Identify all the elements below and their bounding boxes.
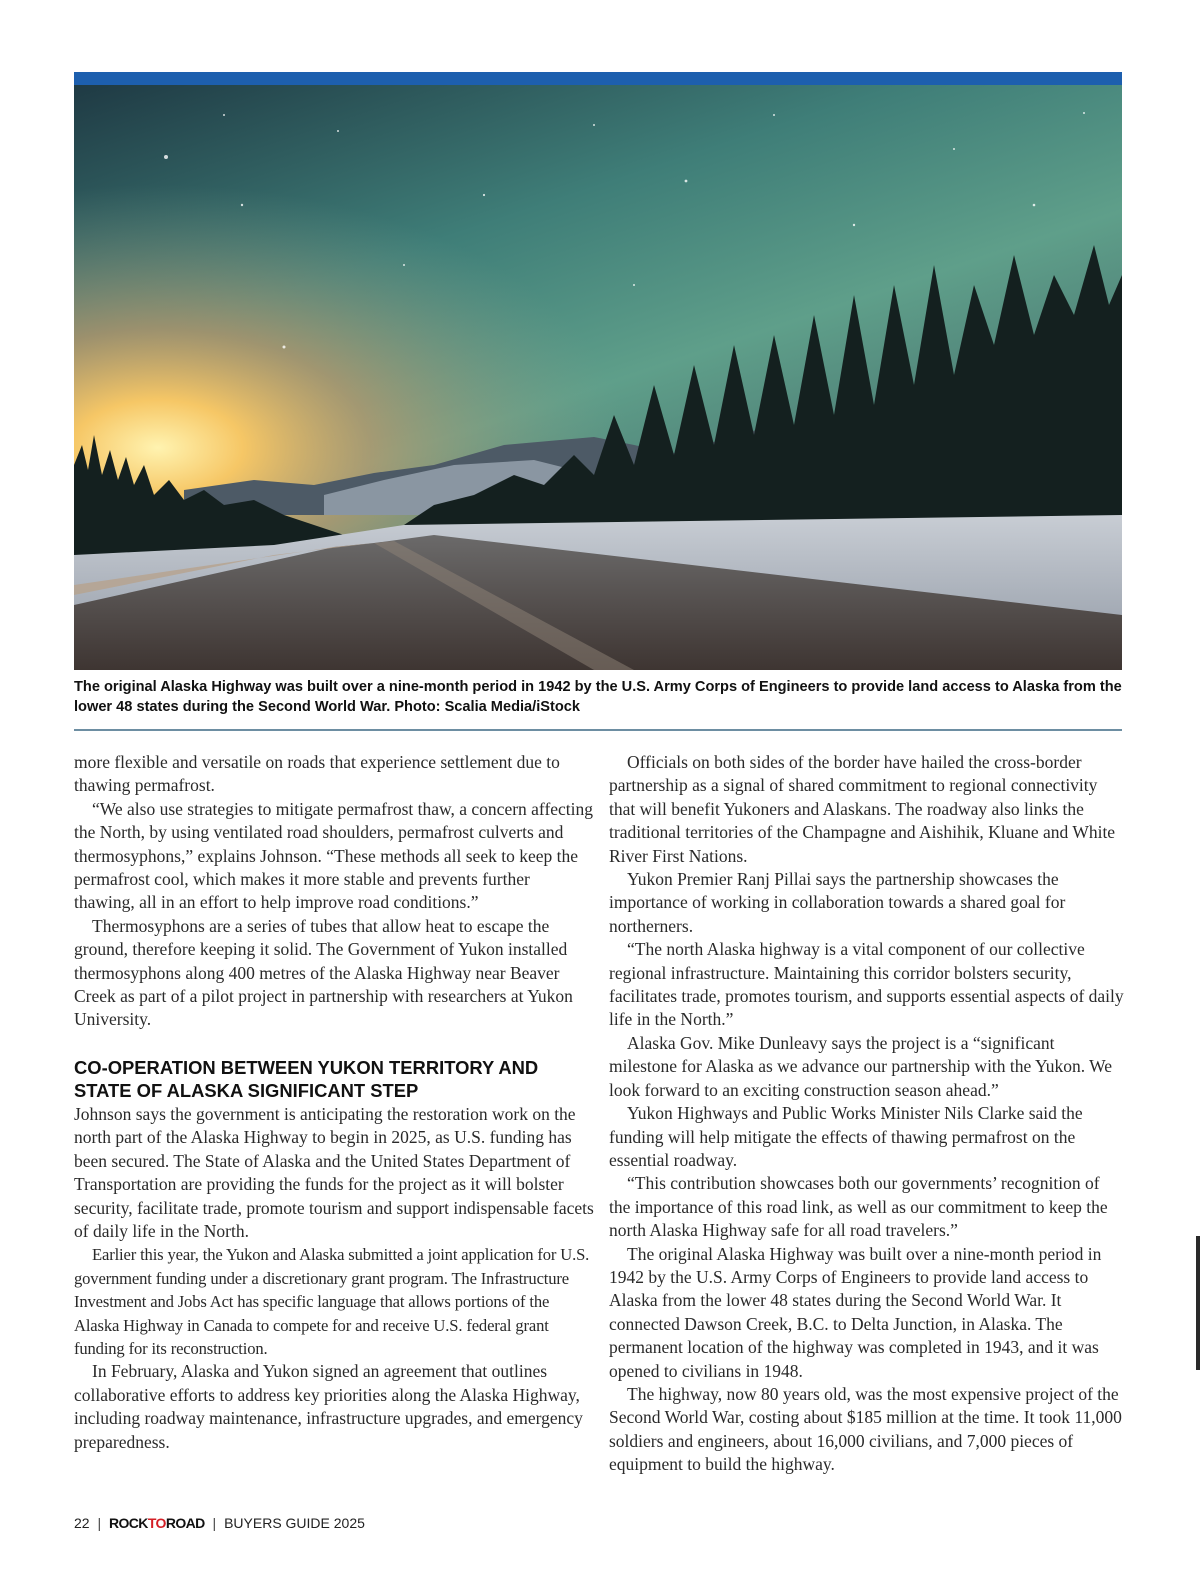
footer-separator: | (212, 1515, 217, 1531)
publication-name: BUYERS GUIDE 2025 (224, 1515, 365, 1531)
feature-photo (74, 85, 1122, 670)
paragraph: “We also use strategies to mitigate permafrost thaw, a concern affecting the North, by using ventilated road shoulders, permafrost culverts and thermosyphons,” explains Johnson. “These methods all seek to keep the permafrost cool, which makes it more stable and prevents further thawing, all in an effort to help improve road conditions.” (74, 798, 594, 913)
paragraph: “The north Alaska highway is a vital component of our collective regional infrastructure. Maintaining this corridor bolsters security, facilitates trade, promotes tourism, and supports essential aspects of daily life in the North.” (609, 939, 1124, 1030)
brand-logo (109, 1515, 205, 1531)
right-column (609, 751, 1124, 1477)
page-number: 22 (74, 1515, 90, 1531)
paragraph: The original Alaska Highway was built over a nine-month period in 1942 by the U.S. Army Corps of Engineers to provide land access to Alaska from the lower 48 states during the Second World War. It connected Dawson Creek, B.C. to Delta Junction, in Alaska. The permanent location of the highway was completed in 1943, and it was opened to civilians in 1948. (609, 1243, 1102, 1381)
top-accent-bar (74, 72, 1122, 85)
caption-divider (74, 729, 1122, 731)
brand-part: ROAD (165, 1515, 205, 1531)
paragraph: “This contribution showcases both our governments’ recognition of the importance of this road link, as well as our commitment to keep the north Alaska Highway safe for all road travelers.” (609, 1173, 1108, 1241)
brand-part-highlight: TO (147, 1515, 166, 1531)
paragraph: Johnson says the government is anticipating the restoration work on the north part of the Alaska Highway to begin in 2025, as U.S. funding has been secured. The State of Alaska and the United States Department of Transportation are providing the funds for the project as it will bolster security, facilitate trade, promote tourism and support indispensable facets of daily life in the North. (74, 1103, 594, 1241)
paragraph: Yukon Premier Ranj Pillai says the partnership showcases the importance of working in collaboration towards a shared goal for northerners. (609, 869, 1066, 936)
photo-caption: The original Alaska Highway was built over a nine-month period in 1942 by the U.S. Army Corps of Engineers to provide land access to Alaska from the lower 48 states during the Second World War. Photo: Scalia Media/iStock (74, 679, 1122, 715)
edge-marker (1196, 1236, 1200, 1370)
paragraph: more flexible and versatile on roads that experience settlement due to thawing permafrost. (74, 752, 560, 796)
page-footer (74, 1515, 365, 1531)
section-subhead: CO-OPERATION BETWEEN YUKON TERRITORY AND STATE OF ALASKA SIGNIFICANT STEP (74, 1056, 539, 1102)
paragraph: The highway, now 80 years old, was the most expensive project of the Second World War, costing about $185 million at the time. It took 11,000 soldiers and engineers, about 16,000 civilians, and 7,000 pieces of equipment to build the highway. (609, 1383, 1122, 1475)
left-column (74, 751, 594, 1454)
paragraph: Yukon Highways and Public Works Minister Nils Clarke said the funding will help mitigate the effects of thawing permafrost on the essential roadway. (609, 1103, 1083, 1170)
brand-part: ROCK (109, 1515, 148, 1531)
aurora-highway-image (74, 85, 1122, 670)
paragraph: Officials on both sides of the border have hailed the cross-border partnership as a signal of shared commitment to regional connectivity that will benefit Yukoners and Alaskans. The roadway also links the traditional territories of the Champagne and Aishihik, Kluane and White River First Nations. (609, 752, 1116, 866)
paragraph: Earlier this year, the Yukon and Alaska submitted a joint application for U.S. government funding under a discretionary grant program. The Infrastructure Investment and Jobs Act has specific language that allows portions of the Alaska Highway in Canada to compete for and receive U.S. federal grant funding for its reconstruction. (74, 1245, 590, 1358)
paragraph: Alaska Gov. Mike Dunleavy says the project is a “significant milestone for Alaska as we advance our partnership with the Yukon. We look forward to an exciting construction season ahead.” (609, 1032, 1113, 1100)
footer-separator: | (97, 1515, 102, 1531)
paragraph: Thermosyphons are a series of tubes that allow heat to escape the ground, therefore keeping it solid. The Government of Yukon installed thermosyphons along 400 metres of the Alaska Highway near Beaver Creek as part of a pilot project in partnership with researchers at Yukon University. (74, 915, 573, 1030)
paragraph: In February, Alaska and Yukon signed an agreement that outlines collaborative efforts to address key priorities along the Alaska Highway, including roadway maintenance, infrastructure upgrades, and emergency preparedness. (74, 1361, 583, 1452)
